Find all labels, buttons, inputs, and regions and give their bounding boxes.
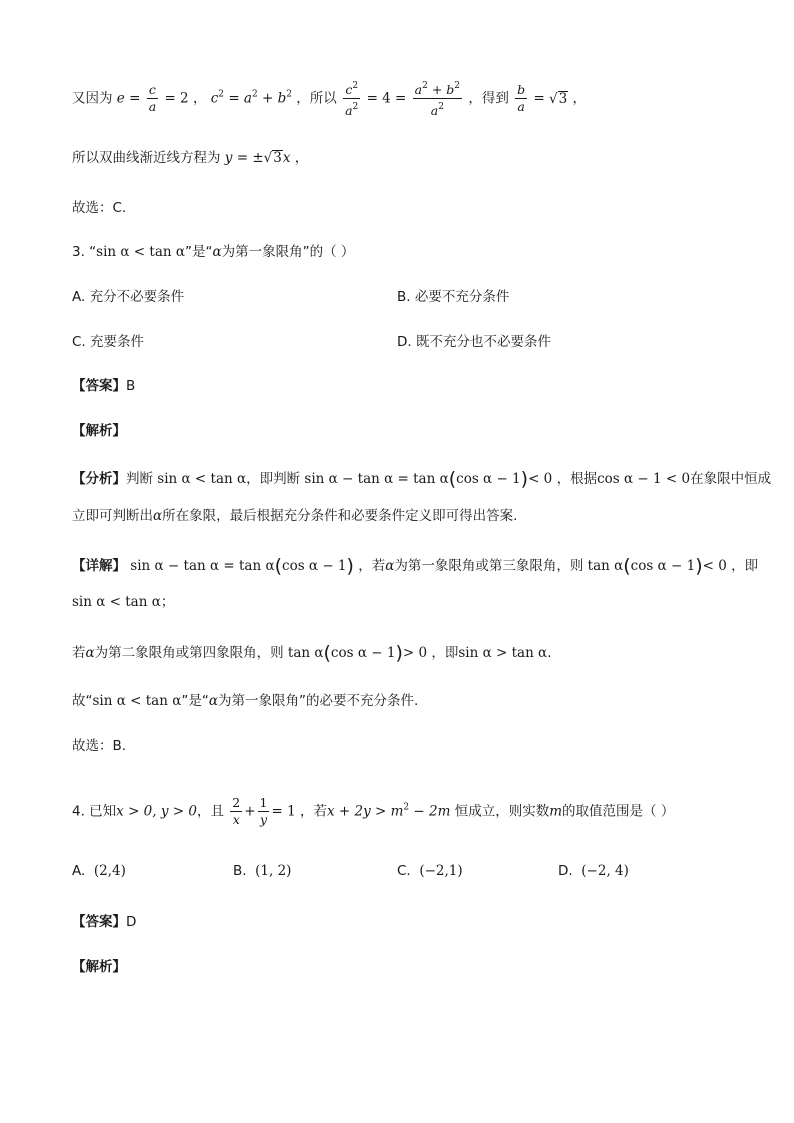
fraction-1-over-y: $\frac{1}{y}$	[259, 795, 268, 827]
q4-analysis-label: 【解析】	[72, 959, 126, 975]
q3-option-a: A. 充分不必要条件	[72, 289, 185, 305]
q4-answer: 【答案】D	[72, 914, 137, 930]
question-3-stem: 3. “sin α < tan α”是“α为第一象限角”的（ ）	[72, 244, 355, 260]
text: 所以双曲线渐近线方程为	[72, 150, 221, 166]
q3-analysis-label: 【解析】	[72, 423, 126, 439]
math: = a	[228, 90, 252, 107]
math: = 4 =	[366, 90, 407, 107]
text: ，	[294, 150, 309, 166]
xiangjie-line-1: 【详解】 sin α − tan α = tan α(cos α − 1) ，若α为第一象限角或第三象限角，则 tan α(cos α − 1)< 0 ，即	[72, 555, 759, 577]
case-2-line: 若α为第二象限角或第四象限角，则 tan α(cos α − 1)> 0 ，即sin α > tan α.	[72, 642, 552, 664]
q3-option-b: B. 必要不充分条件	[397, 289, 510, 305]
asymptote-line: 所以双曲线渐近线方程为 y = ±√3x ，	[72, 150, 309, 166]
q4-option-b: B. (1, 2)	[233, 863, 292, 879]
fraction-c-over-a: $\frac{c}{a}$	[148, 82, 157, 114]
math: = 2	[164, 90, 189, 107]
fraction-a2b2-over-a2: $\frac{a^2 + b^2}{a^2}$	[413, 78, 462, 119]
q4-option-a: A. (2,4)	[72, 863, 126, 879]
choose-c-line: 故选：C.	[72, 200, 127, 216]
choose-b-line: 故选：B.	[72, 738, 127, 754]
math: e =	[116, 90, 141, 107]
sqrt-3: √3	[549, 90, 568, 107]
text: ，	[572, 90, 587, 107]
eccentricity-line: 又因为 e = $\frac{c}{a}$ = 2 ， $c^2 = a^2 + b^2$ ，所以 $\frac{c^2}{a^2}$ = 4 = $\frac{a^2 + b^2}{a^2}$ ，得到 $\frac{b}{a}$ = √3 ，	[72, 78, 586, 119]
fenxi-line-2: 立即可判断出α所在象限，最后根据充分条件和必要条件定义即可得出答案.	[72, 508, 518, 524]
fraction-b-over-a: $\frac{b}{a}$	[517, 82, 526, 114]
text: ，得到	[468, 90, 509, 107]
xiangjie-line-2: sin α < tan α；	[72, 594, 175, 610]
conclusion-line: 故“sin α < tan α”是“α为第一象限角”的必要不充分条件.	[72, 693, 419, 709]
q4-option-c: C. (−2,1)	[397, 863, 463, 879]
q3-option-d: D. 既不充分也不必要条件	[397, 334, 551, 350]
question-4-stem: 4. 已知x > 0, y > 0，且 $\frac{2}{x}$ + $\frac{1}{y}$ = 1 ，若$x + 2y > m^2 - 2m$ 恒成立，则实数m的取值范围是（ ）	[72, 795, 675, 827]
q3-option-c: C. 充要条件	[72, 334, 145, 350]
fenxi-line-1: 【分析】判断 sin α < tan α，即判断 sin α − tan α = tan α(cos α − 1)< 0 ，根据cos α − 1 < 0在象限中恒成	[72, 468, 772, 490]
text: ，所以	[296, 90, 337, 107]
fraction-c2-over-a2: $\frac{c^2}{a^2}$	[343, 78, 360, 119]
fraction-2-over-x: $\frac{2}{x}$	[232, 795, 241, 827]
text: ，	[192, 90, 207, 107]
q3-answer: 【答案】B	[72, 378, 136, 394]
math: y = ±	[224, 150, 264, 166]
math: c	[210, 90, 219, 107]
sqrt-3: √3	[263, 150, 282, 166]
text: 又因为	[72, 90, 113, 107]
q4-option-d: D. (−2, 4)	[558, 863, 629, 879]
math: =	[533, 90, 545, 107]
